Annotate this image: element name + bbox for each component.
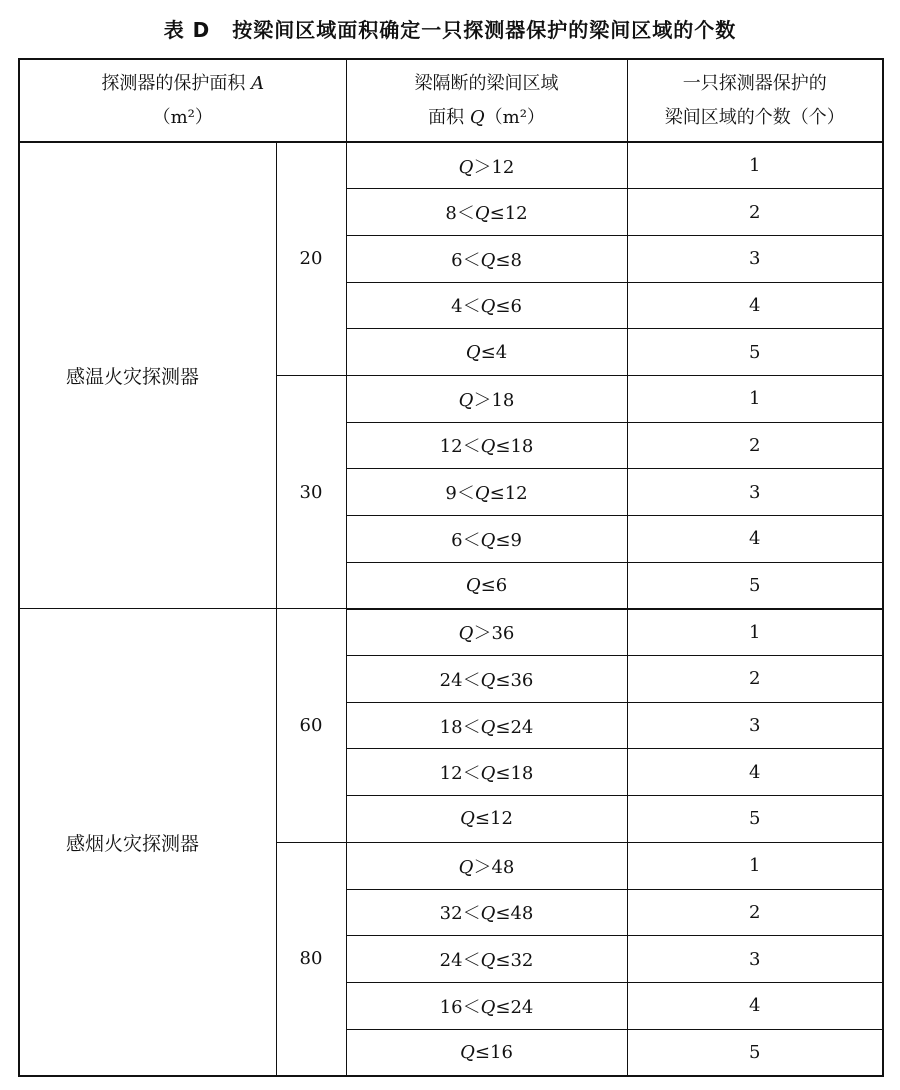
table-caption bbox=[0, 14, 900, 46]
zone-count-cell: 2 bbox=[627, 656, 883, 703]
zone-count-cell: 2 bbox=[627, 189, 883, 236]
beam-area-range-cell: Q＞18 bbox=[346, 375, 627, 422]
header-count-line2: 梁间区域的个数（个） bbox=[664, 106, 845, 128]
table-label: 表 D bbox=[163, 18, 211, 42]
table-body bbox=[19, 142, 883, 1076]
detector-type-cell: 感烟火灾探测器 bbox=[19, 609, 276, 1076]
detector-type-cell: 感温火灾探测器 bbox=[19, 142, 276, 609]
protection-area-cell: 30 bbox=[276, 375, 346, 608]
table-title: 按梁间区域面积确定一只探测器保护的梁间区域的个数 bbox=[232, 18, 737, 42]
beam-area-range-cell: 12＜Q≤18 bbox=[346, 749, 627, 796]
zone-count-cell: 4 bbox=[627, 982, 883, 1029]
zone-count-cell: 1 bbox=[627, 842, 883, 889]
beam-area-range-cell: Q＞12 bbox=[346, 142, 627, 189]
beam-area-range-cell: Q≤16 bbox=[346, 1029, 627, 1076]
beam-area-range-cell: Q＞36 bbox=[346, 609, 627, 656]
beam-area-range-cell: 12＜Q≤18 bbox=[346, 422, 627, 469]
header-row bbox=[19, 59, 883, 142]
zone-count-cell: 2 bbox=[627, 422, 883, 469]
header-count-line1: 一只探测器保护的 bbox=[682, 72, 827, 94]
protection-area-cell: 60 bbox=[276, 609, 346, 842]
header-protection-area-unit: （m²） bbox=[152, 106, 213, 128]
detector-table bbox=[18, 58, 884, 1077]
zone-count-cell: 5 bbox=[627, 329, 883, 376]
beam-area-range-cell: 24＜Q≤32 bbox=[346, 936, 627, 983]
protection-area-cell: 80 bbox=[276, 842, 346, 1075]
zone-count-cell: 4 bbox=[627, 282, 883, 329]
zone-count-cell: 1 bbox=[627, 142, 883, 189]
zone-count-cell: 5 bbox=[627, 796, 883, 843]
beam-area-range-cell: Q≤6 bbox=[346, 562, 627, 609]
zone-count-cell: 5 bbox=[627, 1029, 883, 1076]
zone-count-cell: 3 bbox=[627, 469, 883, 516]
beam-area-range-cell: 6＜Q≤8 bbox=[346, 235, 627, 282]
zone-count-cell: 2 bbox=[627, 889, 883, 936]
beam-area-range-cell: 24＜Q≤36 bbox=[346, 656, 627, 703]
zone-count-cell: 1 bbox=[627, 375, 883, 422]
beam-area-range-cell: 4＜Q≤6 bbox=[346, 282, 627, 329]
header-protection-area-line1: 探测器的保护面积 A bbox=[101, 72, 265, 94]
zone-count-cell: 5 bbox=[627, 562, 883, 609]
zone-count-cell: 4 bbox=[627, 516, 883, 563]
zone-count-cell: 3 bbox=[627, 702, 883, 749]
beam-area-range-cell: Q≤12 bbox=[346, 796, 627, 843]
header-beam-area-line1: 梁隔断的梁间区域 bbox=[414, 72, 559, 94]
zone-count-cell: 3 bbox=[627, 936, 883, 983]
header-beam-area-line2: 面积 Q（m²） bbox=[428, 106, 545, 128]
beam-area-range-cell: 8＜Q≤12 bbox=[346, 189, 627, 236]
table-row bbox=[19, 609, 883, 656]
header-beam-area bbox=[346, 59, 627, 142]
beam-area-range-cell: 9＜Q≤12 bbox=[346, 469, 627, 516]
zone-count-cell: 4 bbox=[627, 749, 883, 796]
beam-area-range-cell: Q＞48 bbox=[346, 842, 627, 889]
zone-count-cell: 1 bbox=[627, 609, 883, 656]
beam-area-range-cell: Q≤4 bbox=[346, 329, 627, 376]
header-count bbox=[627, 59, 883, 142]
beam-area-range-cell: 18＜Q≤24 bbox=[346, 702, 627, 749]
protection-area-cell: 20 bbox=[276, 142, 346, 375]
beam-area-range-cell: 6＜Q≤9 bbox=[346, 516, 627, 563]
header-protection-area bbox=[19, 59, 346, 142]
table-row bbox=[19, 142, 883, 189]
zone-count-cell: 3 bbox=[627, 235, 883, 282]
beam-area-range-cell: 32＜Q≤48 bbox=[346, 889, 627, 936]
beam-area-range-cell: 16＜Q≤24 bbox=[346, 982, 627, 1029]
